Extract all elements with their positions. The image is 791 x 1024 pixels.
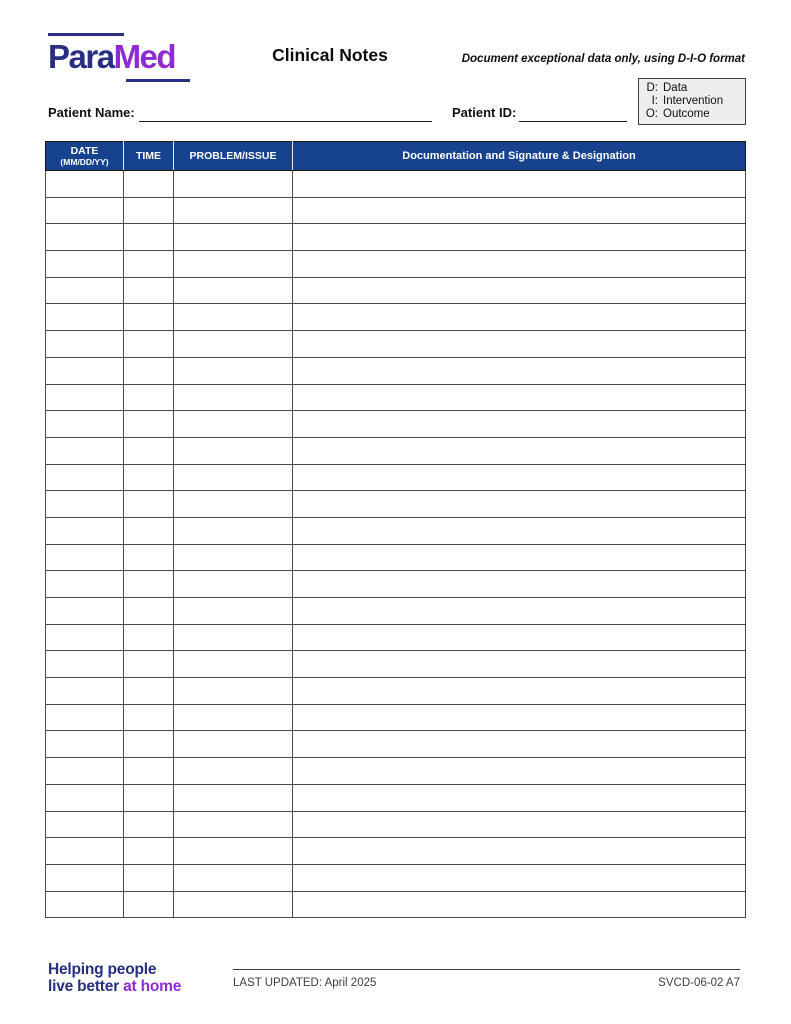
paramed-logo [48,33,198,82]
table-row [46,464,746,491]
table-row [46,704,746,731]
legend-label: Outcome [663,108,710,120]
cell-documentation[interactable] [293,784,746,811]
column-header-problem-issue [174,142,293,171]
cell-documentation[interactable] [293,411,746,438]
cell-time[interactable] [124,437,174,464]
table-header-row [46,142,746,171]
cell-problem-issue[interactable] [174,624,293,651]
cell-problem-issue[interactable] [174,838,293,865]
last-updated-text: LAST UPDATED: April 2025 [233,977,377,989]
cell-problem-issue[interactable] [174,384,293,411]
cell-problem-issue[interactable] [174,784,293,811]
table-row [46,357,746,384]
cell-documentation[interactable] [293,864,746,891]
cell-problem-issue[interactable] [174,197,293,224]
cell-documentation[interactable] [293,357,746,384]
footer-tagline-accent: at home [123,978,182,995]
cell-time[interactable] [124,224,174,251]
cell-date[interactable] [46,891,124,918]
legend-item-data [645,82,741,95]
cell-time[interactable] [124,678,174,705]
logo-text-med: Med [113,38,176,75]
table-row [46,517,746,544]
cell-date[interactable] [46,784,124,811]
cell-problem-issue[interactable] [174,224,293,251]
cell-documentation[interactable] [293,437,746,464]
cell-documentation[interactable] [293,331,746,358]
cell-date[interactable] [46,651,124,678]
cell-time[interactable] [124,704,174,731]
cell-date[interactable] [46,437,124,464]
cell-documentation[interactable] [293,171,746,198]
cell-documentation[interactable] [293,491,746,518]
table-row [46,758,746,785]
column-header-date-label: DATE [70,145,99,157]
table-row [46,678,746,705]
cell-problem-issue[interactable] [174,651,293,678]
cell-documentation[interactable] [293,544,746,571]
cell-date[interactable] [46,224,124,251]
cell-problem-issue[interactable] [174,251,293,278]
cell-date[interactable] [46,384,124,411]
cell-time[interactable] [124,891,174,918]
cell-documentation[interactable] [293,758,746,785]
cell-date[interactable] [46,277,124,304]
cell-time[interactable] [124,384,174,411]
cell-problem-issue[interactable] [174,704,293,731]
legend-label: Intervention [663,95,724,107]
dio-legend-box [638,78,746,125]
cell-date[interactable] [46,251,124,278]
column-header-documentation-label: Documentation and Signature & Designation [402,150,636,162]
table-row [46,571,746,598]
cell-problem-issue[interactable] [174,811,293,838]
cell-time[interactable] [124,331,174,358]
cell-time[interactable] [124,411,174,438]
column-header-date-format: (MM/DD/YY) [60,157,109,167]
column-header-documentation [293,142,746,171]
cell-time[interactable] [124,651,174,678]
cell-problem-issue[interactable] [174,171,293,198]
cell-time[interactable] [124,624,174,651]
cell-date[interactable] [46,864,124,891]
logo-text-para: Para [48,38,114,75]
cell-time[interactable] [124,838,174,865]
clinical-notes-table [45,141,746,918]
column-header-time-label: TIME [135,150,162,162]
cell-date[interactable] [46,838,124,865]
patient-id-field[interactable] [519,104,627,122]
legend-key: O: [645,108,658,120]
footer-divider-line [233,969,740,970]
table-row [46,624,746,651]
cell-time[interactable] [124,491,174,518]
table-row [46,784,746,811]
dio-instruction: Document exceptional data only, using D-I-O format [461,53,745,65]
column-header-problem-issue-label: PROBLEM/ISSUE [189,150,277,162]
page-title: Clinical Notes [272,45,388,65]
cell-documentation[interactable] [293,838,746,865]
table-body [46,171,746,918]
table-row [46,651,746,678]
cell-documentation[interactable] [293,517,746,544]
table-row [46,251,746,278]
cell-date[interactable] [46,331,124,358]
cell-date[interactable] [46,197,124,224]
cell-time[interactable] [124,784,174,811]
cell-time[interactable] [124,758,174,785]
footer-tagline-line1: Helping people [48,961,157,978]
table-row [46,384,746,411]
cell-date[interactable] [46,491,124,518]
cell-time[interactable] [124,864,174,891]
cell-time[interactable] [124,357,174,384]
cell-time[interactable] [124,251,174,278]
cell-time[interactable] [124,171,174,198]
cell-problem-issue[interactable] [174,411,293,438]
legend-item-outcome [645,108,741,121]
cell-time[interactable] [124,544,174,571]
cell-documentation[interactable] [293,384,746,411]
cell-problem-issue[interactable] [174,598,293,625]
cell-problem-issue[interactable] [174,437,293,464]
table-row [46,411,746,438]
cell-date[interactable] [46,624,124,651]
logo-rule-bottom [126,79,190,82]
cell-date[interactable] [46,544,124,571]
footer-tagline-line2: live better [48,978,124,995]
patient-name-label: Patient Name: [48,105,135,120]
cell-problem-issue[interactable] [174,357,293,384]
cell-problem-issue[interactable] [174,491,293,518]
cell-problem-issue[interactable] [174,731,293,758]
patient-id-label: Patient ID: [452,105,517,120]
cell-time[interactable] [124,517,174,544]
cell-problem-issue[interactable] [174,544,293,571]
cell-documentation[interactable] [293,464,746,491]
table-row [46,224,746,251]
cell-time[interactable] [124,277,174,304]
legend-label: Data [663,82,688,94]
cell-date[interactable] [46,704,124,731]
cell-problem-issue[interactable] [174,304,293,331]
cell-documentation[interactable] [293,304,746,331]
legend-key: D: [646,82,658,94]
table-row [46,171,746,198]
cell-date[interactable] [46,171,124,198]
table-row [46,891,746,918]
cell-documentation[interactable] [293,251,746,278]
cell-time[interactable] [124,304,174,331]
cell-problem-issue[interactable] [174,864,293,891]
cell-documentation[interactable] [293,277,746,304]
cell-date[interactable] [46,811,124,838]
cell-documentation[interactable] [293,651,746,678]
cell-date[interactable] [46,357,124,384]
cell-time[interactable] [124,811,174,838]
column-header-date [46,142,124,171]
cell-documentation[interactable] [293,224,746,251]
logo-text [48,36,198,78]
footer-brand-tagline [48,961,181,995]
table-row [46,838,746,865]
table-row [46,731,746,758]
cell-documentation[interactable] [293,678,746,705]
legend-key: I: [651,95,658,107]
table-row [46,598,746,625]
table-row [46,437,746,464]
document-code: SVCD-06-02 A7 [658,977,740,989]
cell-documentation[interactable] [293,891,746,918]
table-row [46,811,746,838]
table-row [46,197,746,224]
table-row [46,331,746,358]
cell-date[interactable] [46,517,124,544]
table-row [46,277,746,304]
table-row [46,491,746,518]
cell-documentation[interactable] [293,811,746,838]
cell-date[interactable] [46,678,124,705]
table-row [46,304,746,331]
cell-documentation[interactable] [293,598,746,625]
patient-name-field[interactable] [139,104,432,122]
cell-problem-issue[interactable] [174,517,293,544]
cell-problem-issue[interactable] [174,758,293,785]
cell-documentation[interactable] [293,704,746,731]
cell-problem-issue[interactable] [174,891,293,918]
cell-documentation[interactable] [293,571,746,598]
cell-time[interactable] [124,598,174,625]
table-row [46,544,746,571]
cell-problem-issue[interactable] [174,571,293,598]
cell-problem-issue[interactable] [174,331,293,358]
cell-date[interactable] [46,758,124,785]
cell-problem-issue[interactable] [174,678,293,705]
cell-date[interactable] [46,598,124,625]
cell-documentation[interactable] [293,731,746,758]
legend-item-intervention [645,95,741,108]
cell-date[interactable] [46,304,124,331]
cell-date[interactable] [46,571,124,598]
cell-time[interactable] [124,464,174,491]
cell-time[interactable] [124,731,174,758]
cell-documentation[interactable] [293,197,746,224]
cell-documentation[interactable] [293,624,746,651]
cell-date[interactable] [46,731,124,758]
cell-time[interactable] [124,197,174,224]
column-header-time [124,142,174,171]
table-row [46,864,746,891]
cell-date[interactable] [46,464,124,491]
cell-problem-issue[interactable] [174,277,293,304]
cell-problem-issue[interactable] [174,464,293,491]
table-header [46,142,746,171]
cell-date[interactable] [46,411,124,438]
cell-time[interactable] [124,571,174,598]
